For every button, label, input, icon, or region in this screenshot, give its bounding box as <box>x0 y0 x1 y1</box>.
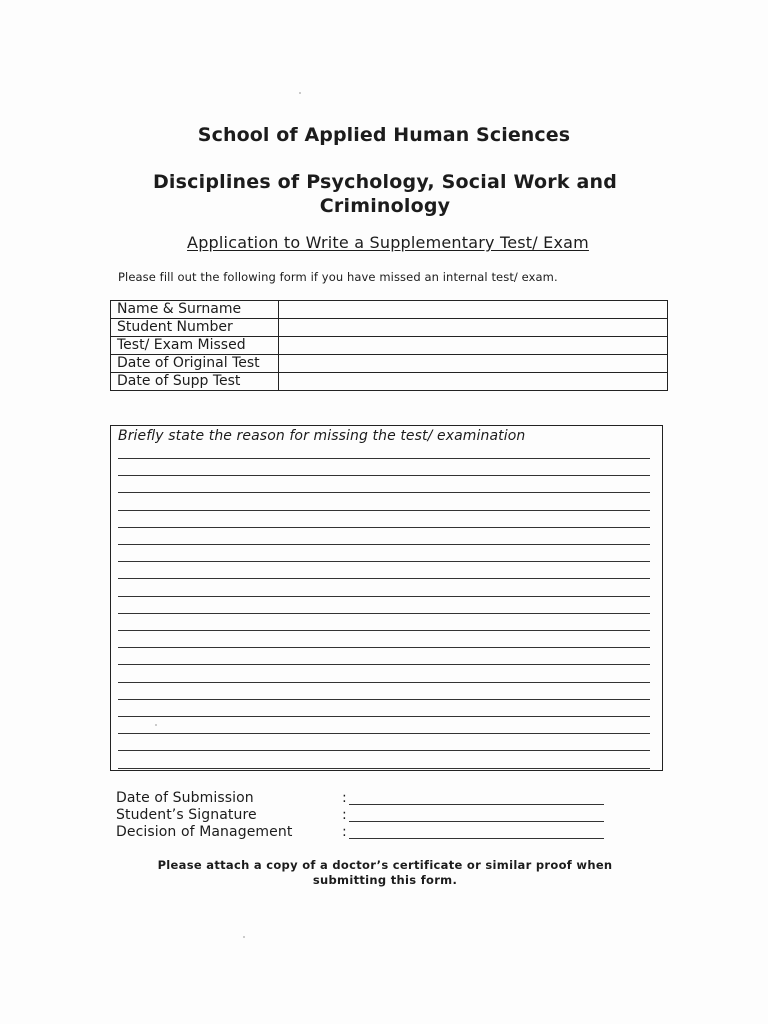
reason-prompt: Briefly state the reason for missing the test/ examination <box>118 428 526 444</box>
details-row-student-number <box>111 319 668 337</box>
writing-line <box>118 664 650 665</box>
supp-test-date-field[interactable] <box>279 373 668 391</box>
submission-date-field[interactable] <box>349 804 604 805</box>
management-decision-colon: : <box>342 824 347 840</box>
disciplines-title: Disciplines of Psychology, Social Work and Criminology <box>152 171 618 217</box>
writing-line <box>118 682 650 683</box>
student-signature-row <box>116 807 616 825</box>
writing-line <box>118 647 650 648</box>
writing-line <box>118 596 650 597</box>
student-number-label: Student Number <box>111 319 279 337</box>
exam-missed-field[interactable] <box>279 337 668 355</box>
submission-date-label: Date of Submission <box>116 790 254 806</box>
student-signature-colon: : <box>342 807 347 823</box>
name-surname-field[interactable] <box>279 301 668 319</box>
writing-line <box>118 527 650 528</box>
writing-line <box>118 716 650 717</box>
student-details-table <box>110 300 668 391</box>
submission-date-colon: : <box>342 790 347 806</box>
writing-line <box>118 733 650 734</box>
supp-test-date-label: Date of Supp Test <box>111 373 279 391</box>
writing-line <box>118 458 650 459</box>
student-signature-field[interactable] <box>349 821 604 822</box>
name-surname-label: Name & Surname <box>111 301 279 319</box>
application-title: Application to Write a Supplementary Test/ Exam <box>187 233 589 252</box>
scan-speck <box>299 92 301 94</box>
details-row-name <box>111 301 668 319</box>
writing-line <box>118 613 650 614</box>
writing-line <box>118 492 650 493</box>
original-test-date-field[interactable] <box>279 355 668 373</box>
submission-date-row <box>116 790 616 808</box>
details-row-supp-date <box>111 373 668 391</box>
writing-line <box>118 630 650 631</box>
management-decision-label: Decision of Management <box>116 824 293 840</box>
student-signature-label: Student’s Signature <box>116 807 257 823</box>
writing-line <box>118 475 650 476</box>
writing-line <box>118 578 650 579</box>
details-row-original-date <box>111 355 668 373</box>
original-test-date-label: Date of Original Test <box>111 355 279 373</box>
writing-line <box>118 510 650 511</box>
writing-line <box>118 544 650 545</box>
details-row-exam-missed <box>111 337 668 355</box>
writing-line <box>118 768 650 769</box>
writing-line <box>118 561 650 562</box>
writing-line <box>118 750 650 751</box>
scan-speck <box>243 936 245 938</box>
writing-line <box>118 699 650 700</box>
management-decision-row <box>116 824 616 842</box>
management-decision-field[interactable] <box>349 838 604 839</box>
reason-box[interactable] <box>110 425 663 771</box>
exam-missed-label: Test/ Exam Missed <box>111 337 279 355</box>
attachment-note: Please attach a copy of a doctor’s certificate or similar proof when submitting this form. <box>157 858 613 887</box>
school-title: School of Applied Human Sciences <box>197 124 571 146</box>
form-instruction: Please fill out the following form if you have missed an internal test/ exam. <box>118 270 558 284</box>
student-number-field[interactable] <box>279 319 668 337</box>
